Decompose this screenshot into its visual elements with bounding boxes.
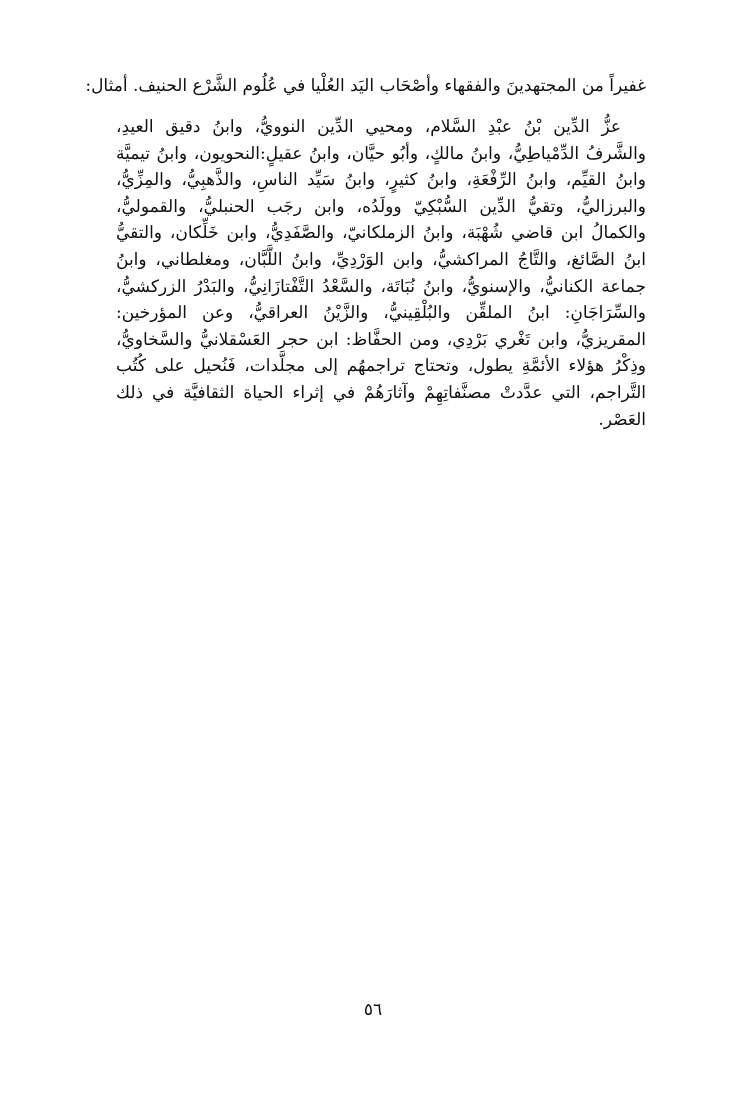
- scholars-paragraph: عزُّ الدِّين بْنُ عبْدِ السَّلام، ومحيي الدِّين النوويُّ، وابنُ دقيق العيدِ، والشَّرفُ الدِّمْياطِيُّ، وابنُ مالكٍ، وأبُو حيَّان، وابنُ عقيلٍ:النحويون، وابنُ تيميَّة وابنُ القيِّم، وابنُ الرِّفْعَةِ، وابنُ كثيرٍ، وابنُ سَيِّد الناسِ، والذَّهبِيُّ، والمِزِّيُّ، والبرزاليُّ، وتقيُّ الدِّين السُّبْكِيّ وولَدُه، وابن رجَب الحنبليُّ، والقموليُّ، والكمالُ ابن قاضي شُهْبَة، وابنُ الزملكانيّ، والصَّفَدِيُّ، وابن خَلِّكان، والتقيُّ ابنُ الصَّائغ، والتَّاجُ المراكشيُّ، وابن الوَرْدِيِّ، وابنُ اللَّبَّان، ومغلطاني، وابنُ جماعة الكنانيُّ، والإسنويُّ، وابنُ نُبَاتَة، والسَّعْدُ التَّفْتازَانِيُّ، والبَدْرُ الزركشيُّ، والسِّرَاجَانِ: ابنُ الملقِّن والبُلْقِينيُّ، والزَّيْنُ العراقيُّ، وعن المؤرخين: المقريزيُّ، وابن تَغْري بَرْدِي، ومن الحفَّاظ: ابن حجر العَسْقلانيُّ والسَّخاويُّ، وذِكْرُ هؤلاء الأئمَّةِ يطول، وتحتاج تراجمهُم إلى مجلَّدات، فَنُحيل على كُتُب التَّراجم، التي عدَّدتْ مصنَّفاتِهِمْ وآثارَهُمْ في إثراء الحياة الثقافيَّة في ذلك العَصْر.: [116, 117, 646, 430]
- page-number: ٥٦: [363, 1000, 383, 1020]
- intro-line: غفيراً من المجتهدينَ والفقهاء وأصْحَاب اليَد العُلْيا في عُلُوم الشَّرْع الحنيف. أمثال:: [85, 76, 646, 96]
